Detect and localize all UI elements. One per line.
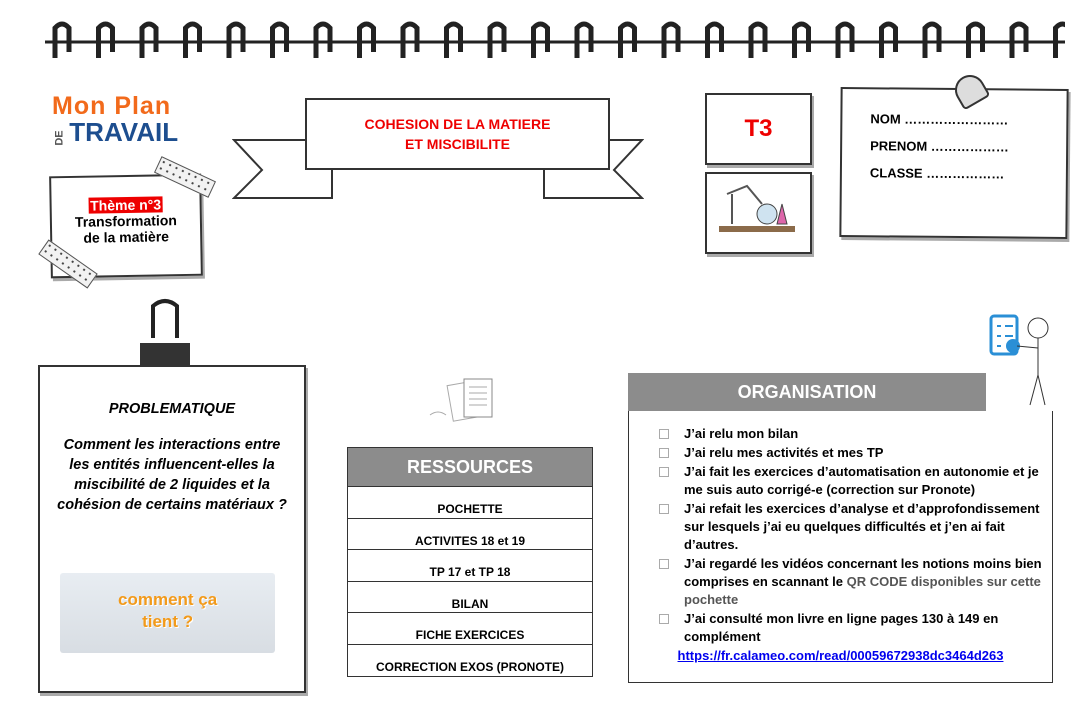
checkbox[interactable] <box>659 504 669 514</box>
organisation-box <box>628 411 1053 683</box>
checklist-item <box>659 463 1044 499</box>
checkbox[interactable] <box>659 448 669 458</box>
logo-travail: DE TRAVAIL <box>53 117 179 147</box>
organisation-header: ORGANISATION <box>628 373 986 411</box>
resources-header: RESSOURCES <box>348 448 592 487</box>
theme-title-1: Transformation <box>74 212 177 230</box>
checklist-item <box>659 425 1044 443</box>
chapter-title <box>305 98 610 170</box>
person-checklist-icon <box>985 310 1060 408</box>
classe-field[interactable]: CLASSE ……………… <box>869 165 1005 182</box>
theme-title-2: de la matière <box>83 228 170 246</box>
checkbox[interactable] <box>659 429 669 439</box>
checklist-item-text <box>684 555 1044 609</box>
nom-field[interactable]: NOM …………………… <box>870 111 1009 128</box>
resource-item: TP 17 et TP 18 <box>348 550 592 582</box>
checklist-item-text: J’ai fait les exercices d’automatisation en autonomie et je me suis auto corrigé-e (correction sur Pronote) <box>684 464 1039 497</box>
checklist-item <box>659 555 1044 609</box>
chapter-title-line-2: ET MISCIBILITE <box>405 136 510 152</box>
prenom-field[interactable]: PRENOM ……………… <box>870 138 1009 155</box>
online-book-link[interactable]: https://fr.calameo.com/read/00059672938dc3464d263 <box>677 648 1004 663</box>
chapter-tag: T3 <box>705 93 812 165</box>
problem-question: Comment les interactions entre les entités influencent-elles la miscibilité de 2 liquides et la cohésion de certains matériaux ? <box>57 437 287 513</box>
checklist-item-text: J’ai refait les exercices d’analyse et d’approfondissement sur lesquels j’ai eu quelques difficultés et j’en ai fait d’autres. <box>684 501 1040 552</box>
student-identity-card <box>839 87 1068 239</box>
logo: Mon Plan <box>52 92 172 120</box>
problem-title: PROBLEMATIQUE <box>108 401 236 417</box>
chemistry-lab-icon <box>707 174 807 249</box>
image-caption-1: comment ça <box>118 590 218 609</box>
theme-label: Thème n°3 <box>90 196 162 214</box>
sugar-image <box>60 573 275 653</box>
checkbox[interactable] <box>659 559 669 569</box>
resource-item: CORRECTION EXOS (PRONOTE) <box>375 659 564 674</box>
checkbox[interactable] <box>659 614 669 624</box>
qr-code-note: QR CODE disponibles sur cette pochette <box>684 574 1041 607</box>
lab-image <box>705 172 812 254</box>
checklist-item-text: J’ai relu mon bilan <box>684 426 799 441</box>
resource-item: POCHETTE <box>348 487 592 519</box>
chapter-title-line-1: COHESION DE LA MATIERE <box>364 116 551 132</box>
checklist-item <box>659 444 1044 462</box>
resources-table <box>347 447 593 677</box>
binder-clip-icon <box>135 298 195 373</box>
checklist-item <box>659 610 1044 646</box>
resource-item: BILAN <box>348 582 592 614</box>
spiral-binding-icon <box>45 18 1065 64</box>
checklist-item-text: J’ai relu mes activités et mes TP <box>684 445 884 460</box>
checklist-item <box>659 500 1044 554</box>
documents-icon <box>428 375 503 427</box>
checklist-item-text: J’ai consulté mon livre en ligne pages 130 à 149 en complément <box>684 611 999 644</box>
resource-item: FICHE EXERCICES <box>348 613 592 645</box>
checklist-item-text-main: J’ai regardé les vidéos concernant les notions moins bien comprises en scannant le <box>684 556 1042 589</box>
resource-item: ACTIVITES 18 et 19 <box>348 519 592 551</box>
checkbox[interactable] <box>659 467 669 477</box>
image-caption-2: tient ? <box>142 612 194 631</box>
